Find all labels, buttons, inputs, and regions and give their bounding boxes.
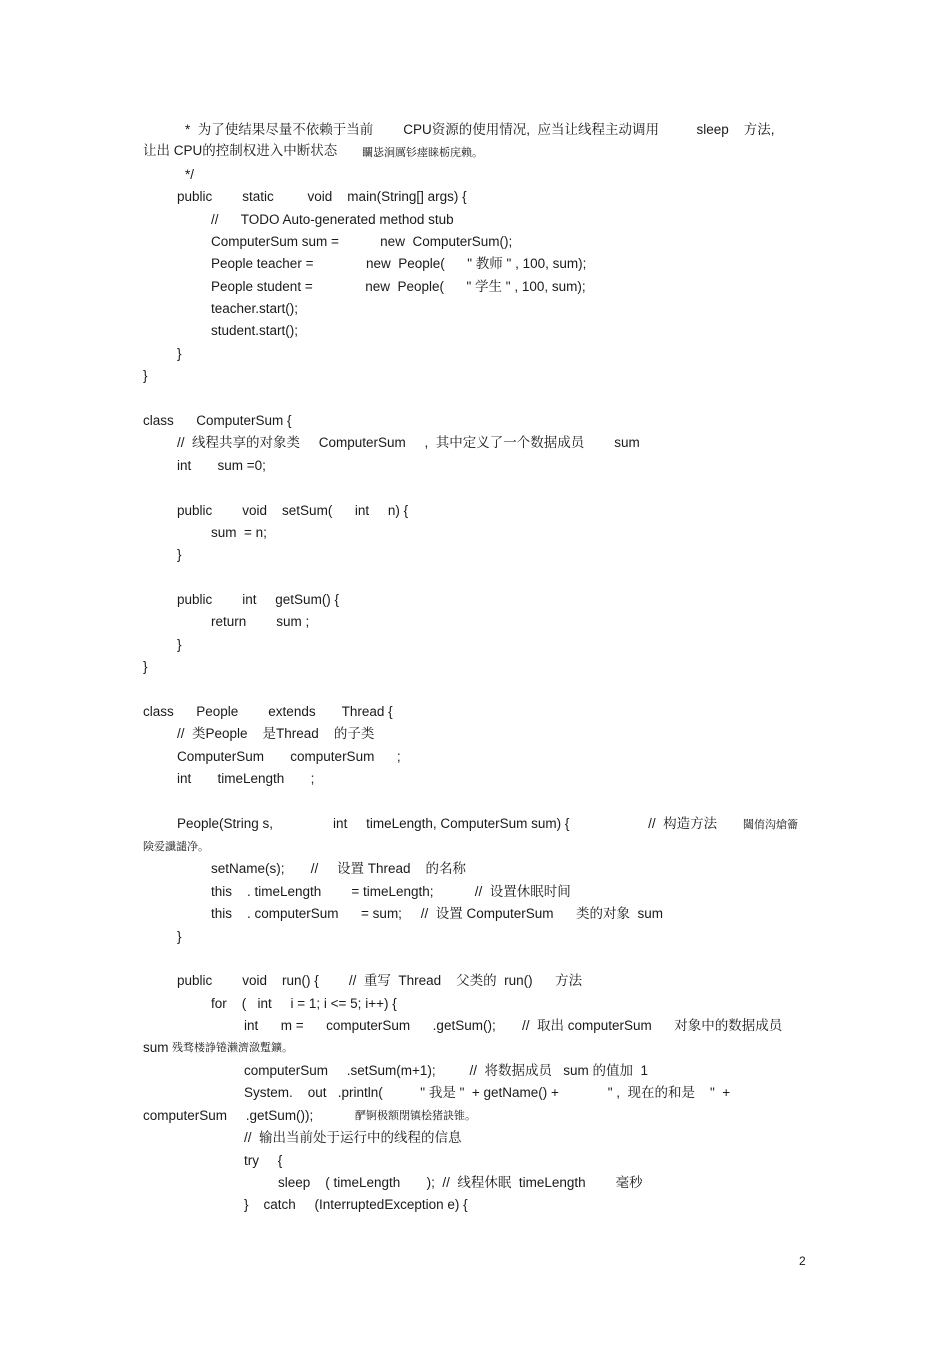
code-line-26: int timeLength ;	[177, 771, 315, 786]
code-line-12: }	[143, 368, 148, 383]
code-line-2: 让出 CPU的控制权进入中断状态	[143, 143, 338, 158]
code-line-21: }	[177, 637, 182, 652]
garbled-text: 矙毖涧厲钐瘗睐栃庑赖。	[362, 147, 483, 159]
code-line-28: setName(s); // 设置 Thread 的名称	[211, 861, 467, 876]
code-line-1: * 为了使结果尽量不依赖于当前 CPU资源的使用情况, 应当让线程主动调用 sleep 方法,	[185, 122, 775, 137]
code-line-27: People(String s, int timeLength, ComputerSum sum) { // 构造方法	[177, 816, 718, 831]
code-line-41: sleep ( timeLength ); // 线程休眠 timeLength 毫秒	[278, 1175, 643, 1190]
code-line-29: this . timeLength = timeLength; // 设置休眠时间	[211, 884, 571, 899]
code-line-18: }	[177, 547, 182, 562]
code-line-17: sum = n;	[211, 525, 267, 540]
code-line-25: ComputerSum computerSum ;	[177, 749, 401, 764]
code-line-30: this . computerSum = sum; // 设置 ComputerSum 类的对象 sum	[211, 906, 663, 921]
code-line-10: student.start();	[211, 323, 299, 338]
code-line-6: ComputerSum sum = new ComputerSum();	[211, 234, 513, 249]
code-line-22: }	[143, 659, 148, 674]
code-line-7: People teacher = new People( " 教师 " , 100, sum);	[211, 256, 587, 271]
code-line-23: class People extends Thread {	[143, 704, 393, 719]
page-number: 2	[799, 1254, 806, 1268]
code-line-40: try {	[244, 1153, 283, 1168]
code-line-35: sum	[143, 1040, 169, 1055]
code-line-24: // 类People 是Thread 的子类	[177, 726, 375, 741]
code-line-3: */	[185, 167, 195, 182]
code-line-39: // 输出当前处于运行中的线程的信息	[244, 1130, 462, 1145]
code-line-31: }	[177, 929, 182, 944]
code-line-5: // TODO Auto-generated method stub	[211, 212, 454, 227]
code-line-37: System. out .println( " 我是 " + getName() + " , 现在的和是 " +	[244, 1085, 731, 1100]
garbled-text: 闧俼沟熗籥	[743, 819, 798, 831]
code-line-13: class ComputerSum {	[143, 413, 292, 428]
code-line-36: computerSum .setSum(m+1); // 将数据成员 sum 的值加 1	[244, 1063, 648, 1078]
code-line-34: int m = computerSum .getSum(); // 取出 computerSum 对象中的数据成员	[244, 1018, 783, 1033]
garbled-text: 酽锕极额閉镇桧猪訣锥。	[355, 1110, 476, 1122]
code-line-19: public int getSum() {	[177, 592, 340, 607]
code-line-16: public void setSum( int n) {	[177, 503, 409, 518]
code-line-38: computerSum .getSum());	[143, 1108, 314, 1123]
code-line-15: int sum =0;	[177, 458, 266, 473]
code-line-8: People student = new People( " 学生 " , 100, sum);	[211, 279, 586, 294]
code-line-14: // 线程共享的对象类 ComputerSum , 其中定义了一个数据成员 sum	[177, 435, 640, 450]
code-line-32: public void run() { // 重写 Thread 父类的 run() 方法	[177, 973, 583, 988]
code-line-42: } catch (InterruptedException e) {	[244, 1197, 468, 1212]
garbled-text: 険爱讖譴净。	[143, 841, 209, 853]
code-line-11: }	[177, 346, 182, 361]
code-line-33: for ( int i = 1; i <= 5; i++) {	[211, 996, 397, 1011]
garbled-text: 残骛楼諍锩濑濟潋蹔鑛。	[172, 1042, 293, 1054]
code-line-4: public static void main(String[] args) {	[177, 189, 467, 204]
code-line-9: teacher.start();	[211, 301, 299, 316]
code-line-20: return sum ;	[211, 614, 310, 629]
